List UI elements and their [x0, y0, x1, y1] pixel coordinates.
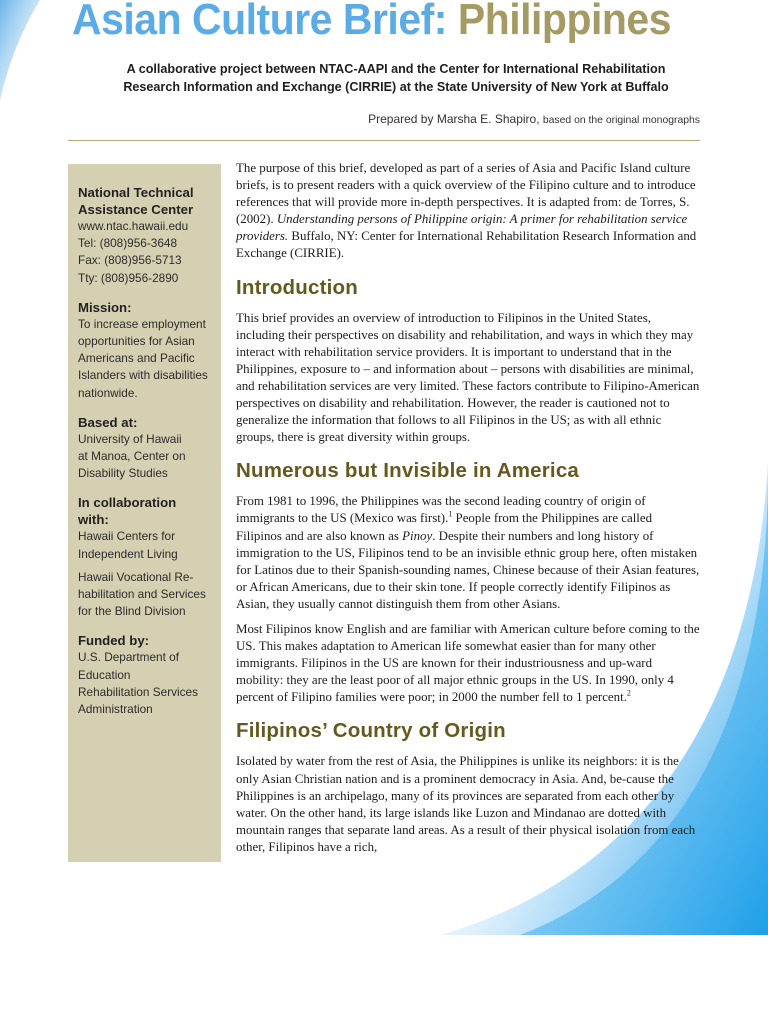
sidebar-line: Disability Studies	[78, 466, 168, 481]
paragraph-text: People from the Philippines are called Filipinos and are also known as	[236, 511, 653, 543]
subtitle-line: Research Information and Exchange (CIRRIE) at the State University of New York at Buffalo	[123, 80, 669, 94]
sidebar-line: Americans and Pacific	[78, 351, 195, 366]
title-part-1: Asian Culture Brief:	[72, 0, 447, 44]
sidebar-line: Hawaii Vocational Re-	[78, 569, 194, 584]
sidebar-line: for the Blind Division	[78, 604, 186, 619]
prepared-by	[368, 112, 700, 126]
section-heading-introduction: Introduction	[236, 275, 358, 299]
term-pinoy: Pinoy	[402, 528, 433, 543]
intro-paragraph	[236, 160, 700, 263]
sidebar-tty: Tty: (808)956-2890	[78, 270, 179, 285]
sidebar-line: U.S. Department of	[78, 650, 179, 665]
sidebar-line: Administration	[78, 702, 153, 717]
intro-citation-title: Understanding persons of Philippine origin: A primer for rehabilitation service providers.	[236, 212, 688, 244]
sidebar-tel: Tel: (808)956-3648	[78, 236, 178, 251]
paragraph-text: . Despite their numbers and long history of immigration to the US, Filipinos tend to be an invisible ethnic group here, often mistaken for Latinos due to their Spanish-sounding names, Chinese because of their Asian features, or African Americans, due to their skin tone. If people correctly identify Filipinos as Asian, they usually cannot distinguish them from other Asians.	[236, 528, 700, 611]
paragraph-text: From 1981 to 1996, the Philippines was the second leading country of origin of immigrants to the US (Mexico was first).	[236, 494, 646, 526]
footnote-ref-2[interactable]: 2	[626, 689, 631, 699]
footnote-ref-1[interactable]: 1	[448, 510, 453, 520]
sidebar-fax: Fax: (808)956-5713	[78, 253, 182, 268]
prepared-by-author: Prepared by Marsha E. Shapiro,	[368, 112, 540, 126]
sidebar-line: opportunities for Asian	[78, 334, 195, 349]
sidebar-line: Rehabilitation Services	[78, 684, 198, 699]
sidebar-heading: In collaboration	[78, 495, 177, 511]
sidebar-heading: Assistance Center	[78, 202, 194, 217]
sidebar-based-block	[78, 414, 215, 483]
numerous-paragraph-2	[236, 621, 700, 706]
sidebar-line: at Manoa, Center on	[78, 449, 186, 464]
numerous-paragraph-1	[236, 493, 700, 613]
sidebar-heading: Based at:	[78, 414, 138, 430]
sidebar-website: www.ntac.hawaii.edu	[78, 219, 189, 233]
intro-text: The purpose of this brief, developed as part of a series of Asia and Pacific Island culture briefs, is to present readers with a quick overview of the Filipino culture and to introduce references that will provide more in-depth perspectives. It is adapted from: de Torres, S. (2002).	[236, 161, 696, 227]
sidebar-line: nationwide.	[78, 385, 138, 400]
document-title	[72, 0, 671, 48]
sidebar-heading: Mission:	[78, 299, 132, 315]
sidebar-line: University of Hawaii	[78, 431, 182, 446]
sidebar-heading: National Technical	[78, 185, 194, 200]
sidebar-collab-block	[78, 494, 215, 620]
sidebar-line: Independent Living	[78, 546, 178, 561]
intro-text-end: Buffalo, NY: Center for International Rehabilitation Research Information and Exchange (CIRRIE).	[236, 229, 697, 261]
section-heading-numerous: Numerous but Invisible in America	[236, 459, 580, 483]
subtitle-line: A collaborative project between NTAC-AAPI and the Center for International Rehabilitation	[126, 62, 666, 76]
paragraph-text: Most Filipinos know English and are familiar with American culture before coming to the US. This makes adaptation to American life somewhat easier than for many other immigrants. Filipinos in the US are known for their industriousness and up-ward mobility: they are the least poor of all major ethnic groups in the US. In 1990, only 4 percent of Filipino families were poor; in 2000 the number fell to 1 percent.	[236, 621, 700, 705]
introduction-paragraph: This brief provides an overview of introduction to Filipinos in the United States, including their perspectives on disability and rehabilitation, and ways in which they may interact with rehabilitation service providers. It is important to understand that in the Philippines, exposure to – and information about – persons with disabilities are minimal, and rehabilitation services are very limited. These factors contribute to Filipino-American perspectives on disability and rehabilitation. However, the reader is cautioned not to generalize the information that follows to all Filipinos in the US; as with all ethnic groups, there is great diversity within groups.	[236, 310, 700, 445]
sidebar-line: Islanders with disabilities	[78, 368, 208, 383]
sidebar-center-block	[78, 184, 215, 287]
subtitle	[96, 60, 696, 96]
title-part-2: Philippines	[457, 0, 672, 44]
country-of-origin-paragraph: Isolated by water from the rest of Asia, the Philippines is unlike its neighbors: it is the only Asian Christian nation and is a prominent democracy in Asia. And, be-cause the Philippines is an archipelago, many of its provinces are separated from each other by water. On the other hand, its large islands like Luzon and Mindanao are dotted with mountain ranges that separate land areas. As a result of their physical isolation from each other, Filipinos have a rich,	[236, 754, 696, 854]
sidebar-mission-block	[78, 299, 215, 402]
section-heading-country-of-origin: Filipinos’ Country of Origin	[236, 719, 506, 743]
prepared-by-note: based on the original monographs	[542, 115, 700, 126]
sidebar-funded-block	[78, 632, 215, 718]
sidebar-line: To increase employment	[78, 316, 206, 331]
sidebar	[68, 164, 221, 862]
sidebar-heading: with:	[78, 512, 109, 528]
sidebar-heading: Funded by:	[78, 633, 150, 649]
main-content	[236, 160, 700, 856]
sidebar-line: Hawaii Centers for	[78, 529, 176, 544]
sidebar-line: Education	[78, 667, 131, 682]
header-divider	[68, 140, 700, 141]
sidebar-line: habilitation and Services	[78, 587, 206, 602]
